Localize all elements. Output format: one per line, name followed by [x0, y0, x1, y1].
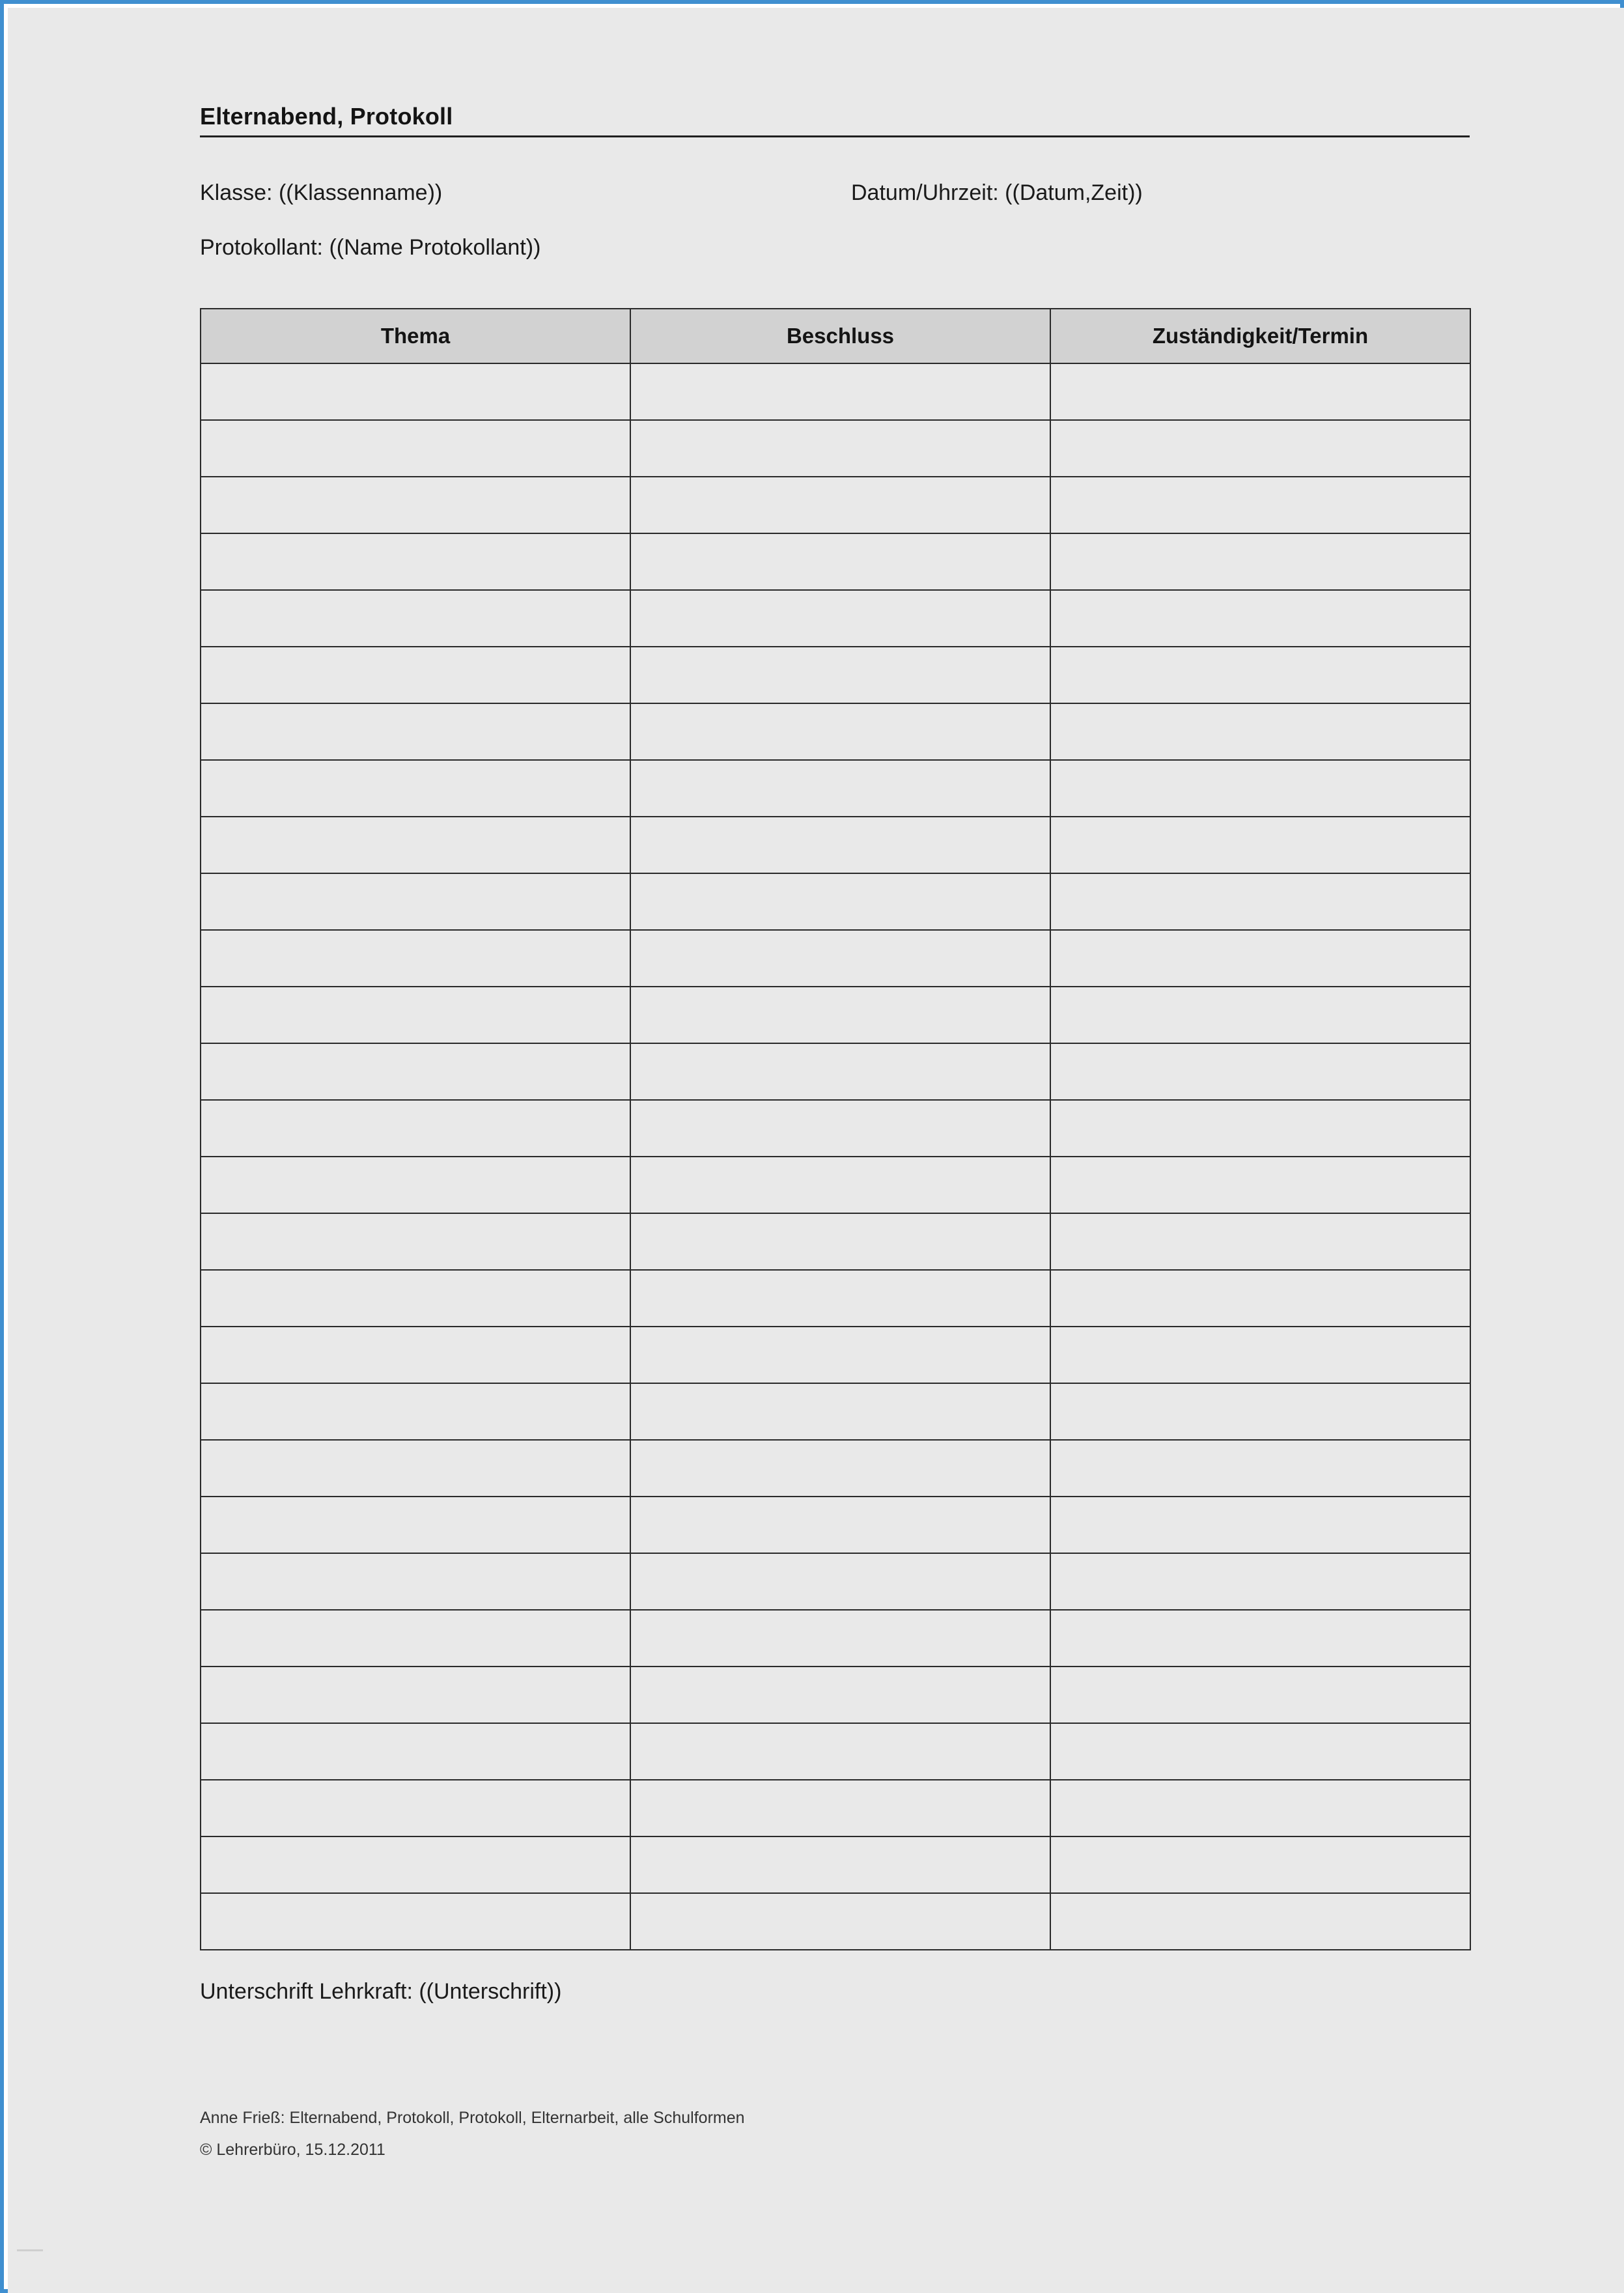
meta-row-class-date — [200, 180, 1470, 218]
table-row — [201, 1043, 1470, 1100]
table-cell[interactable] — [1050, 1213, 1470, 1270]
table-cell[interactable] — [630, 1100, 1050, 1157]
table-cell[interactable] — [201, 1100, 630, 1157]
table-row — [201, 363, 1470, 420]
table-cell[interactable] — [1050, 703, 1470, 760]
document-sheet — [8, 8, 1624, 2293]
table-cell[interactable] — [630, 1157, 1050, 1213]
table-cell[interactable] — [201, 1157, 630, 1213]
field-klasse: Klasse: ((Klassenname)) — [200, 180, 443, 205]
table-cell[interactable] — [1050, 1667, 1470, 1723]
table-cell[interactable] — [630, 703, 1050, 760]
table-cell[interactable] — [1050, 533, 1470, 590]
table-row — [201, 1553, 1470, 1610]
page-title: Elternabend, Protokoll — [200, 103, 453, 130]
table-cell[interactable] — [1050, 1836, 1470, 1893]
table-cell[interactable] — [201, 1610, 630, 1667]
table-cell[interactable] — [1050, 1780, 1470, 1836]
table-cell[interactable] — [630, 477, 1050, 533]
table-row — [201, 1610, 1470, 1667]
document-content — [200, 92, 1470, 2166]
table-cell[interactable] — [630, 1780, 1050, 1836]
table-row — [201, 1270, 1470, 1327]
table-body — [201, 363, 1470, 1950]
table-row — [201, 533, 1470, 590]
table-row — [201, 590, 1470, 647]
table-cell[interactable] — [201, 1667, 630, 1723]
meta-block — [200, 180, 1470, 273]
table-row — [201, 1780, 1470, 1836]
table-cell[interactable] — [630, 1270, 1050, 1327]
table-cell[interactable] — [1050, 477, 1470, 533]
table-cell[interactable] — [201, 1327, 630, 1383]
table-cell[interactable] — [201, 817, 630, 873]
table-cell[interactable] — [201, 1497, 630, 1553]
table-row — [201, 1383, 1470, 1440]
table-cell[interactable] — [630, 590, 1050, 647]
title-row — [200, 92, 1470, 137]
table-cell[interactable] — [630, 760, 1050, 817]
footer — [200, 2102, 1470, 2166]
table-cell[interactable] — [1050, 817, 1470, 873]
table-cell[interactable] — [630, 363, 1050, 420]
table-cell[interactable] — [630, 1497, 1050, 1553]
table-row — [201, 1836, 1470, 1893]
table-cell[interactable] — [201, 1270, 630, 1327]
table-cell[interactable] — [201, 533, 630, 590]
table-cell[interactable] — [201, 1780, 630, 1836]
table-cell[interactable] — [630, 1043, 1050, 1100]
table-row — [201, 647, 1470, 703]
table-row — [201, 477, 1470, 533]
field-datum-uhrzeit: Datum/Uhrzeit: ((Datum,Zeit)) — [851, 180, 1143, 205]
table-cell[interactable] — [1050, 1100, 1470, 1157]
table-cell[interactable] — [201, 987, 630, 1043]
table-cell[interactable] — [201, 1213, 630, 1270]
table-cell[interactable] — [1050, 1723, 1470, 1780]
table-row — [201, 1213, 1470, 1270]
table-cell[interactable] — [1050, 1270, 1470, 1327]
column-header-thema: Thema — [201, 309, 630, 363]
table-cell[interactable] — [1050, 1893, 1470, 1950]
table-cell[interactable] — [630, 1723, 1050, 1780]
table-cell[interactable] — [1050, 873, 1470, 930]
table-cell[interactable] — [201, 1893, 630, 1950]
table-cell[interactable] — [630, 1836, 1050, 1893]
table-cell[interactable] — [1050, 647, 1470, 703]
footer-copyright-line: © Lehrerbüro, 15.12.2011 — [200, 2140, 385, 2159]
table-cell[interactable] — [201, 1440, 630, 1497]
table-cell[interactable] — [201, 930, 630, 987]
table-cell[interactable] — [630, 1213, 1050, 1270]
table-cell[interactable] — [1050, 1383, 1470, 1440]
table-row — [201, 1667, 1470, 1723]
table-row — [201, 817, 1470, 873]
table-cell[interactable] — [201, 477, 630, 533]
table-row — [201, 930, 1470, 987]
table-cell[interactable] — [201, 703, 630, 760]
table-row — [201, 420, 1470, 477]
protokoll-table — [200, 308, 1471, 1950]
table-cell[interactable] — [630, 930, 1050, 987]
table-cell[interactable] — [1050, 1440, 1470, 1497]
table-cell[interactable] — [630, 987, 1050, 1043]
table-row — [201, 760, 1470, 817]
table-cell[interactable] — [1050, 930, 1470, 987]
table-cell[interactable] — [1050, 1327, 1470, 1383]
table-cell[interactable] — [630, 1440, 1050, 1497]
table-row — [201, 1440, 1470, 1497]
table-cell[interactable] — [201, 647, 630, 703]
table-cell[interactable] — [1050, 420, 1470, 477]
table-cell[interactable] — [1050, 1043, 1470, 1100]
table-cell[interactable] — [201, 1836, 630, 1893]
table-cell[interactable] — [1050, 1610, 1470, 1667]
table-row — [201, 987, 1470, 1043]
table-row — [201, 1893, 1470, 1950]
table-cell[interactable] — [630, 817, 1050, 873]
table-row — [201, 1327, 1470, 1383]
table-cell[interactable] — [201, 1553, 630, 1610]
table-cell[interactable] — [630, 420, 1050, 477]
table-head — [201, 309, 1470, 363]
table-cell[interactable] — [201, 1383, 630, 1440]
table-row — [201, 1157, 1470, 1213]
table-header-row — [201, 309, 1470, 363]
table-cell[interactable] — [1050, 1157, 1470, 1213]
table-cell[interactable] — [201, 1043, 630, 1100]
table-cell[interactable] — [201, 1723, 630, 1780]
table-cell[interactable] — [630, 1383, 1050, 1440]
table-cell[interactable] — [1050, 760, 1470, 817]
table-cell[interactable] — [1050, 590, 1470, 647]
table-cell[interactable] — [1050, 363, 1470, 420]
protokoll-table-wrap — [200, 308, 1470, 1950]
table-row — [201, 1723, 1470, 1780]
table-cell[interactable] — [630, 1893, 1050, 1950]
table-cell[interactable] — [201, 420, 630, 477]
table-cell[interactable] — [201, 363, 630, 420]
table-row — [201, 873, 1470, 930]
footer-source-line: Anne Frieß: Elternabend, Protokoll, Protokoll, Elternarbeit, alle Schulformen — [200, 2109, 745, 2127]
table-cell[interactable] — [1050, 1553, 1470, 1610]
table-cell[interactable] — [201, 590, 630, 647]
field-protokollant: Protokollant: ((Name Protokollant)) — [200, 235, 541, 260]
table-cell[interactable] — [630, 533, 1050, 590]
scan-artifact — [17, 2249, 43, 2251]
table-cell[interactable] — [630, 1553, 1050, 1610]
column-header-beschluss: Beschluss — [630, 309, 1050, 363]
table-row — [201, 703, 1470, 760]
table-cell[interactable] — [201, 760, 630, 817]
table-cell[interactable] — [201, 873, 630, 930]
table-cell[interactable] — [630, 647, 1050, 703]
table-cell[interactable] — [630, 873, 1050, 930]
table-cell[interactable] — [1050, 987, 1470, 1043]
table-row — [201, 1100, 1470, 1157]
table-cell[interactable] — [630, 1327, 1050, 1383]
signature-line: Unterschrift Lehrkraft: ((Unterschrift)) — [200, 1979, 562, 2004]
column-header-zustaendigkeit-termin: Zuständigkeit/Termin — [1050, 309, 1470, 363]
table-cell[interactable] — [630, 1610, 1050, 1667]
meta-row-protokollant — [200, 235, 1470, 273]
table-cell[interactable] — [1050, 1497, 1470, 1553]
table-row — [201, 1497, 1470, 1553]
table-cell[interactable] — [630, 1667, 1050, 1723]
